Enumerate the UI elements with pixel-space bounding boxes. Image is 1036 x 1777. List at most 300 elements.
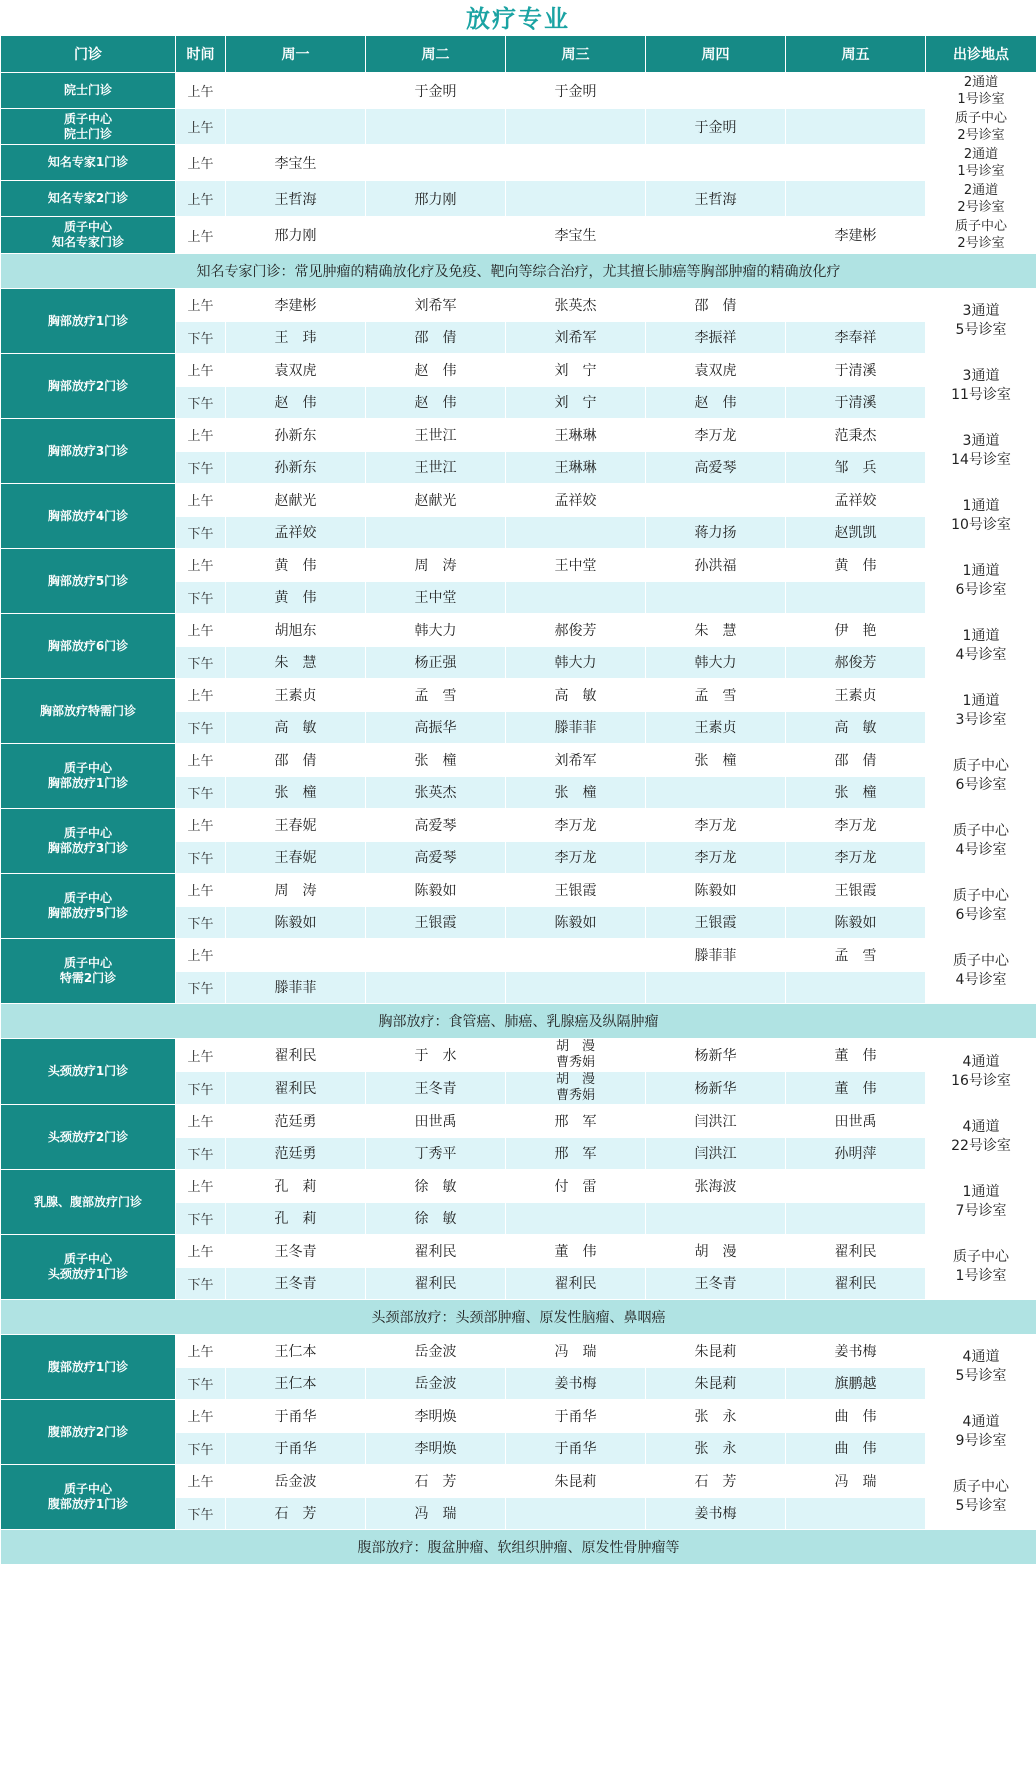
clinic-name [1,73,176,109]
text-line: 4号诊室 [955,972,1007,988]
doctor-cell: 刘希军 [506,321,646,354]
doctor-cell: 王世江 [366,451,506,484]
text-line: 1通道 [962,563,1000,579]
doctor-cell [786,971,926,1004]
session-time: 下午 [176,971,226,1004]
doctor-cell: 邢力刚 [366,181,506,217]
doctor-cell: 董 伟 [506,1235,646,1268]
doctor-cell: 田世禹 [786,1105,926,1138]
text-line: 胸部放疗2门诊 [47,378,129,393]
doctor-cell: 高爱琴 [366,809,506,842]
doctor-cell: 刘希军 [506,744,646,777]
doctor-cell [506,1497,646,1530]
text-line: 知名专家2门诊 [47,191,129,205]
text-line: 质子中心 [63,111,112,126]
text-line: 乳腺、腹部放疗门诊 [33,1194,142,1209]
doctor-cell: 赵 伟 [226,386,366,419]
doctor-cell: 翟利民 [786,1267,926,1300]
clinic-name [1,1235,176,1300]
text-line: 4通道 [962,1119,1000,1135]
clinic-location [926,874,1036,939]
schedule-row [1,1335,1036,1368]
section-note: 头颈部放疗：头颈部肿瘤、原发性脑瘤、鼻咽癌 [1,1300,1036,1335]
doctor-cell: 孟 雪 [786,939,926,972]
text-line: 4通道 [962,1349,1000,1365]
session-time: 下午 [176,1432,226,1465]
clinic-location [926,1105,1036,1170]
text-line: 11号诊室 [951,387,1011,403]
schedule-row [1,289,1036,322]
session-time: 上午 [176,484,226,517]
doctor-cell: 岳金波 [366,1367,506,1400]
doctor-cell [506,181,646,217]
text-line: 腹部放疗1门诊 [47,1497,129,1511]
doctor-name: 胡 漫 [555,1039,595,1054]
doctor-cell: 王哲海 [226,181,366,217]
doctor-cell [226,109,366,145]
text-line: 胸部放疗4门诊 [47,508,129,523]
clinic-location [926,419,1036,484]
text-line: 2通道 [963,74,999,90]
doctor-cell [366,516,506,549]
doctor-cell: 赵 伟 [366,354,506,387]
doctor-cell: 李建彬 [226,289,366,322]
doctor-cell [506,516,646,549]
schedule-body [1,73,1036,1565]
schedule-row [1,484,1036,517]
doctor-cell: 刘 宁 [506,386,646,419]
text-line: 5号诊室 [955,322,1007,338]
doctor-cell: 赵献光 [366,484,506,517]
section-note-row [1,1530,1036,1565]
doctor-cell: 范秉杰 [786,419,926,452]
doctor-cell [506,939,646,972]
doctor-cell: 周 涛 [366,549,506,582]
doctor-cell: 于清溪 [786,354,926,387]
doctor-cell: 王仁本 [226,1367,366,1400]
doctor-cell: 范廷勇 [226,1137,366,1170]
session-time: 下午 [176,711,226,744]
schedule-row [1,1235,1036,1268]
clinic-location [926,1039,1036,1105]
text-line: 院士门诊 [63,126,112,141]
text-line: 质子中心 [63,891,112,905]
doctor-cell: 于金明 [366,73,506,109]
doctor-cell: 冯 瑞 [366,1497,506,1530]
doctor-cell: 董 伟 [786,1072,926,1105]
clinic-location [926,1335,1036,1400]
doctor-cell: 李万龙 [506,841,646,874]
doctor-cell: 于甬华 [506,1400,646,1433]
schedule-row [1,679,1036,712]
doctor-cell: 孙洪福 [646,549,786,582]
text-line: 质子中心 [953,953,1009,969]
schedule-row [1,614,1036,647]
doctor-cell: 黄 伟 [786,549,926,582]
doctor-cell: 翟利民 [226,1039,366,1072]
column-header: 出诊地点 [926,36,1036,73]
doctor-cell [646,484,786,517]
doctor-cell: 孙新东 [226,451,366,484]
text-line: 质子中心 [63,826,112,840]
text-line: 头颈放疗1门诊 [47,1064,129,1078]
doctor-cell: 高振华 [366,711,506,744]
doctor-cell: 张海波 [646,1170,786,1203]
text-line: 16号诊室 [951,1072,1011,1089]
session-time: 上午 [176,1235,226,1268]
doctor-cell: 高 敏 [786,711,926,744]
clinic-name [1,354,176,419]
clinic-location [926,73,1036,109]
text-line: 3号诊室 [955,712,1007,728]
doctor-cell: 石 芳 [366,1465,506,1498]
text-line: 6号诊室 [955,907,1007,923]
column-header: 周二 [366,36,506,73]
clinic-name [1,1039,176,1105]
text-line: 胸部放疗特需门诊 [39,703,136,718]
session-time: 下午 [176,386,226,419]
text-line: 1通道 [962,628,1000,644]
doctor-cell: 韩大力 [366,614,506,647]
doctor-cell: 韩大力 [506,646,646,679]
session-time: 下午 [176,1497,226,1530]
clinic-location [926,549,1036,614]
schedule-row [1,1465,1036,1498]
doctor-cell: 王春妮 [226,841,366,874]
text-line: 质子中心 [63,1482,112,1496]
doctor-cell: 胡 漫 [646,1235,786,1268]
doctor-cell: 李明焕 [366,1432,506,1465]
text-line: 质子中心 [63,1252,112,1266]
clinic-name [1,109,176,145]
doctor-cell [366,971,506,1004]
text-line: 胸部放疗1门诊 [47,313,129,328]
doctor-cell: 陈毅如 [786,906,926,939]
doctor-cell: 周 涛 [226,874,366,907]
doctor-cell: 田世禹 [366,1105,506,1138]
schedule-row [1,354,1036,387]
column-header: 周一 [226,36,366,73]
session-time: 上午 [176,109,226,145]
clinic-name [1,289,176,354]
text-line: 1通道 [962,693,1000,709]
text-line: 7号诊室 [955,1203,1007,1219]
clinic-name [1,1105,176,1170]
page-title: 放疗专业 [466,4,570,33]
clinic-name [1,1335,176,1400]
doctor-cell: 袁双虎 [226,354,366,387]
doctor-cell: 于甬华 [226,1400,366,1433]
doctor-name: 曹秀娟 [555,1088,595,1103]
doctor-cell: 王仁本 [226,1335,366,1368]
doctor-cell: 陈毅如 [366,874,506,907]
doctor-cell: 滕菲菲 [226,971,366,1004]
doctor-cell: 陈毅如 [226,906,366,939]
text-line: 质子中心 [954,219,1007,234]
doctor-cell: 蒋力扬 [646,516,786,549]
doctor-cell: 王银霞 [366,906,506,939]
session-time: 上午 [176,1105,226,1138]
section-note: 胸部放疗：食管癌、肺癌、乳腺癌及纵隔肿瘤 [1,1004,1036,1039]
text-line: 1号诊室 [957,91,1005,107]
doctor-cell: 张 橦 [366,744,506,777]
clinic-location [926,939,1036,1004]
text-line: 2号诊室 [957,236,1005,251]
session-time: 上午 [176,549,226,582]
clinic-location [926,289,1036,354]
session-time: 上午 [176,614,226,647]
doctor-cell: 杨新华 [646,1039,786,1072]
clinic-name [1,809,176,874]
doctor-cell [646,145,786,181]
doctor-cell: 邹 兵 [786,451,926,484]
doctor-cell: 董 伟 [786,1039,926,1072]
text-line: 14号诊室 [951,452,1011,468]
text-line: 4号诊室 [955,647,1007,663]
doctor-name: 曹秀娟 [555,1055,595,1070]
doctor-cell: 孟 雪 [366,679,506,712]
doctor-cell [506,109,646,145]
doctor-cell [786,1497,926,1530]
doctor-cell: 石 芳 [646,1465,786,1498]
text-line: 质子中心 [953,758,1009,774]
clinic-name [1,679,176,744]
doctor-cell: 袁双虎 [646,354,786,387]
session-time: 上午 [176,217,226,254]
doctor-cell: 王 玮 [226,321,366,354]
text-line: 1号诊室 [955,1268,1007,1284]
doctor-cell: 李万龙 [646,809,786,842]
text-line: 6号诊室 [955,777,1007,793]
doctor-cell: 黄 伟 [226,581,366,614]
doctor-cell: 李万龙 [786,809,926,842]
session-time: 下午 [176,1202,226,1235]
text-line: 腹部放疗1门诊 [47,1359,129,1374]
text-line: 特需2门诊 [59,971,117,985]
doctor-cell: 朱昆莉 [506,1465,646,1498]
session-time: 上午 [176,289,226,322]
doctor-cell: 岳金波 [226,1465,366,1498]
doctor-cell: 王素贞 [786,679,926,712]
text-line: 1通道 [962,498,1000,514]
text-line: 5号诊室 [955,1368,1007,1384]
doctor-cell: 翟利民 [786,1235,926,1268]
clinic-name [1,484,176,549]
clinic-name [1,1400,176,1465]
doctor-cell: 翟利民 [226,1072,366,1105]
doctor-cell: 陈毅如 [646,874,786,907]
clinic-location [926,744,1036,809]
session-time: 下午 [176,776,226,809]
clinic-location [926,354,1036,419]
doctor-cell: 于金明 [506,73,646,109]
doctor-cell: 张 橦 [786,776,926,809]
doctor-cell: 邵 倩 [226,744,366,777]
text-line: 质子中心 [953,823,1009,839]
clinic-location [926,484,1036,549]
doctor-cell: 李万龙 [506,809,646,842]
doctor-cell: 姜书梅 [646,1497,786,1530]
doctor-cell: 王中堂 [506,549,646,582]
doctor-cell: 赵献光 [226,484,366,517]
doctor-cell: 杨正强 [366,646,506,679]
text-line: 头颈放疗1门诊 [47,1267,129,1281]
text-line: 知名专家1门诊 [47,155,129,169]
doctor-cell: 赵 伟 [366,386,506,419]
session-time: 上午 [176,1039,226,1072]
clinic-location [926,109,1036,145]
doctor-cell [506,971,646,1004]
schedule-row [1,1039,1036,1072]
doctor-cell: 刘希军 [366,289,506,322]
doctor-cell [786,1202,926,1235]
text-line: 头颈放疗2门诊 [47,1129,129,1144]
doctor-cell: 朱昆莉 [646,1335,786,1368]
text-line: 2号诊室 [957,127,1005,143]
header-row [1,36,1036,73]
doctor-cell [506,145,646,181]
clinic-name [1,549,176,614]
doctor-cell [506,1039,646,1072]
doctor-cell: 石 芳 [226,1497,366,1530]
doctor-cell: 韩大力 [646,646,786,679]
session-time: 下午 [176,1137,226,1170]
doctor-cell [366,109,506,145]
text-line: 胸部放疗3门诊 [47,841,129,855]
doctor-cell: 张 橦 [646,744,786,777]
doctor-cell [366,939,506,972]
doctor-cell: 邵 倩 [786,744,926,777]
schedule-row [1,809,1036,842]
doctor-cell: 王哲海 [646,181,786,217]
session-time: 上午 [176,73,226,109]
clinic-location [926,679,1036,744]
session-time: 下午 [176,841,226,874]
doctor-cell: 黄 伟 [226,549,366,582]
text-line: 质子中心 [63,220,112,234]
clinic-location [926,809,1036,874]
session-time: 上午 [176,809,226,842]
doctor-cell: 孟祥姣 [786,484,926,517]
doctor-cell: 王春妮 [226,809,366,842]
text-line: 4号诊室 [955,842,1007,858]
doctor-cell: 姜书梅 [786,1335,926,1368]
doctor-cell: 王冬青 [366,1072,506,1105]
clinic-name [1,1465,176,1530]
doctor-cell: 徐 敏 [366,1202,506,1235]
doctor-cell: 翟利民 [506,1267,646,1300]
schedule-row [1,73,1036,109]
doctor-cell: 翟利民 [366,1235,506,1268]
doctor-cell: 王银霞 [786,874,926,907]
clinic-location [926,1235,1036,1300]
doctor-cell: 朱 慧 [646,614,786,647]
text-line: 胸部放疗6门诊 [47,638,129,653]
schedule-row [1,1170,1036,1203]
doctor-cell: 曲 伟 [786,1400,926,1433]
session-time: 上午 [176,1335,226,1368]
doctor-cell: 李万龙 [646,841,786,874]
text-line: 质子中心 [63,956,112,970]
doctor-cell: 邢 军 [506,1105,646,1138]
doctor-cell: 邢力刚 [226,217,366,254]
session-time: 上午 [176,181,226,217]
doctor-cell: 张 橦 [506,776,646,809]
session-time: 上午 [176,874,226,907]
doctor-cell: 孟 雪 [646,679,786,712]
doctor-cell: 朱 慧 [226,646,366,679]
text-line: 质子中心 [954,110,1007,126]
doctor-cell: 王世江 [366,419,506,452]
doctor-cell [226,939,366,972]
clinic-name [1,145,176,181]
schedule-row [1,181,1036,217]
doctor-cell: 冯 瑞 [786,1465,926,1498]
session-time: 上午 [176,1465,226,1498]
text-line: 知名专家门诊 [51,235,124,249]
clinic-location [926,1465,1036,1530]
text-line: 5号诊室 [955,1498,1007,1514]
text-line: 3通道 [962,433,1000,449]
session-time: 下午 [176,1367,226,1400]
column-header: 时间 [176,36,226,73]
schedule-row [1,549,1036,582]
doctor-cell: 高爱琴 [366,841,506,874]
doctor-cell: 曲 伟 [786,1432,926,1465]
session-time: 上午 [176,145,226,181]
text-line: 22号诊室 [951,1138,1011,1154]
doctor-cell: 郝俊芳 [786,646,926,679]
clinic-location [926,614,1036,679]
text-line: 3通道 [962,368,1000,384]
session-time: 上午 [176,354,226,387]
doctor-cell: 徐 敏 [366,1170,506,1203]
session-time: 下午 [176,516,226,549]
doctor-cell: 赵 伟 [646,386,786,419]
doctor-cell: 朱昆莉 [646,1367,786,1400]
text-line: 2号诊室 [957,199,1005,215]
doctor-cell: 孙新东 [226,419,366,452]
doctor-cell: 付 雷 [506,1170,646,1203]
clinic-name [1,217,176,254]
session-time: 上午 [176,1170,226,1203]
doctor-cell: 高 敏 [226,711,366,744]
doctor-cell: 李明焕 [366,1400,506,1433]
doctor-cell: 于甬华 [226,1432,366,1465]
schedule-row [1,744,1036,777]
doctor-cell: 张英杰 [366,776,506,809]
doctor-cell: 丁秀平 [366,1137,506,1170]
clinic-name [1,1170,176,1235]
text-line: 院士门诊 [63,83,112,97]
doctor-cell: 杨新华 [646,1072,786,1105]
clinic-name [1,181,176,217]
doctor-cell: 旗鹏越 [786,1367,926,1400]
doctor-cell: 陈毅如 [506,906,646,939]
doctor-cell: 高爱琴 [646,451,786,484]
doctor-cell: 郝俊芳 [506,614,646,647]
text-line: 4通道 [962,1053,1000,1070]
text-line: 2通道 [963,146,999,162]
doctor-cell [506,1202,646,1235]
doctor-cell [506,1072,646,1105]
schedule-row [1,145,1036,181]
doctor-cell: 王素贞 [226,679,366,712]
doctor-cell: 王冬青 [226,1235,366,1268]
doctor-cell: 王中堂 [366,581,506,614]
doctor-cell [786,1170,926,1203]
schedule-row [1,109,1036,145]
